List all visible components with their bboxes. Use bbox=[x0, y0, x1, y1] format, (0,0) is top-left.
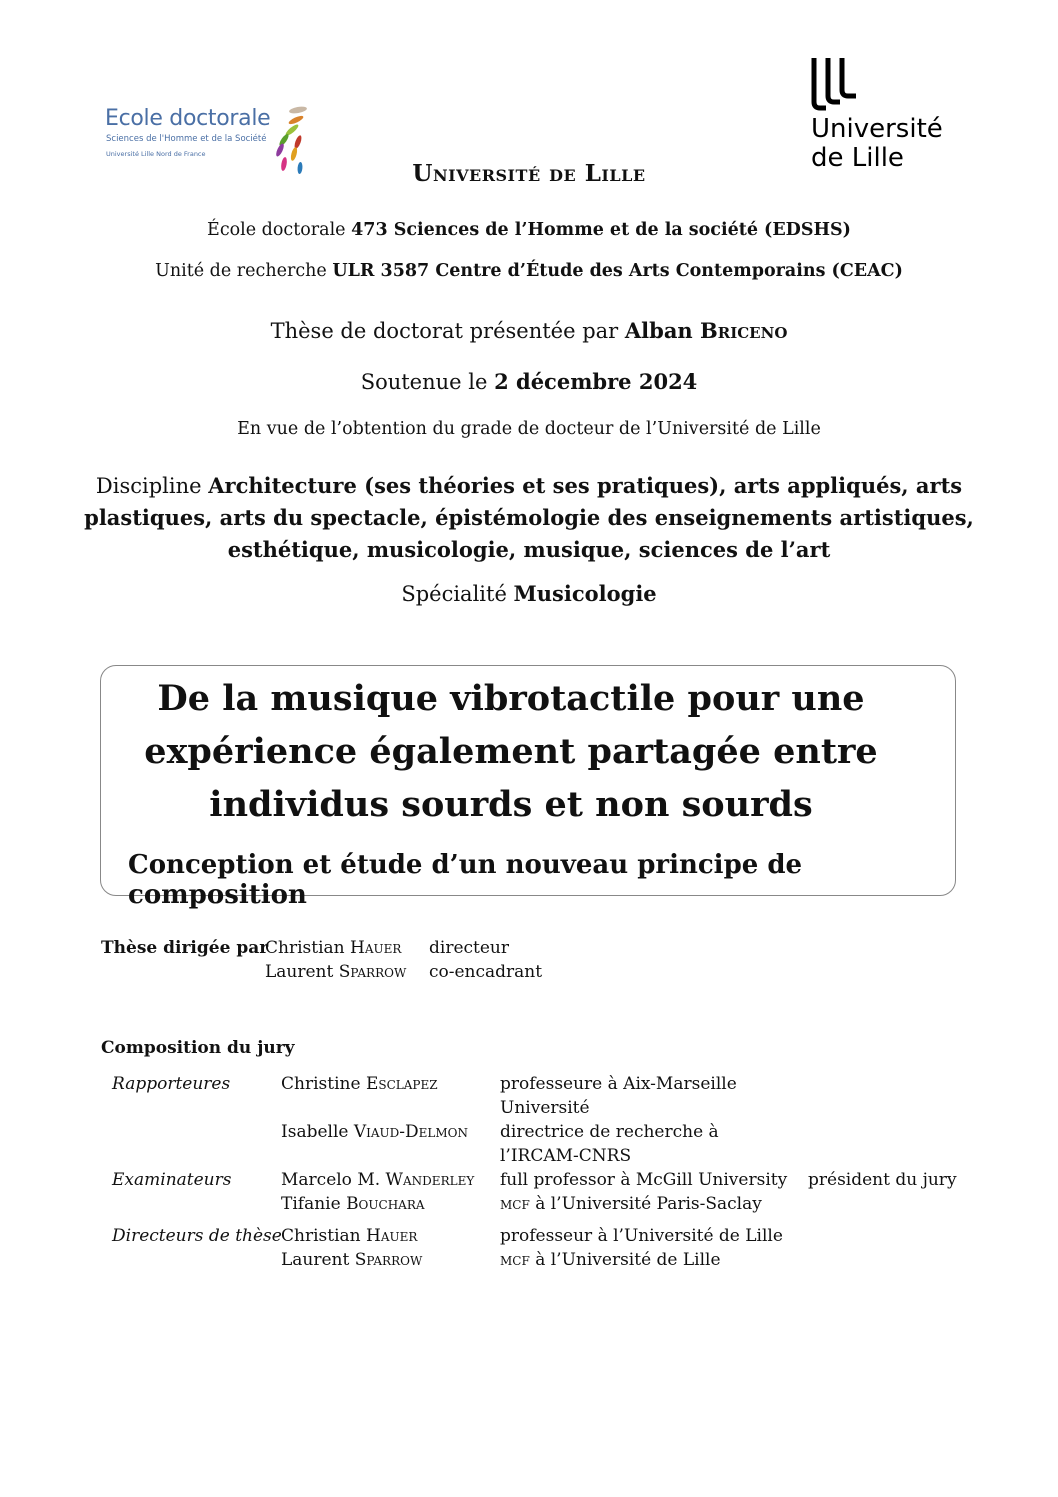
direction-label: Thèse dirigée par bbox=[101, 938, 269, 958]
ecole-doctorale-logo-subtitle2: Université Lille Nord de France bbox=[106, 150, 206, 158]
codirector-row bbox=[265, 962, 406, 982]
ecole-doctorale-logo-title: Ecole doctorale bbox=[105, 106, 271, 131]
jury-member-first-name: Isabelle bbox=[281, 1122, 354, 1142]
jury-member-institution: à l’Université Paris-Saclay bbox=[529, 1194, 762, 1214]
soutenue-prefix: Soutenue le bbox=[360, 370, 495, 394]
unite-prefix: Unité de recherche bbox=[155, 261, 333, 281]
universite-de-lille-logo bbox=[806, 52, 966, 177]
jury-member-name bbox=[281, 1074, 438, 1094]
jury-member-last-name: Bouchara bbox=[346, 1194, 425, 1214]
jury-category-rapporteures: Rapporteures bbox=[112, 1074, 231, 1094]
codirector-last-name: Sparrow bbox=[338, 962, 407, 982]
ecole-doctorale-name: 473 Sciences de l’Homme et de la société (EDSHS) bbox=[351, 220, 851, 240]
discipline-line2: plastiques, arts du spectacle, épistémologie des enseignements artistiques, bbox=[84, 505, 974, 530]
director-role: directeur bbox=[429, 938, 509, 958]
ecole-doctorale-line bbox=[0, 220, 1058, 240]
universite-logo-line2: de Lille bbox=[811, 143, 904, 173]
ecole-doctorale-logo-subtitle: Sciences de l'Homme et de la Société bbox=[106, 134, 267, 144]
thesis-title bbox=[101, 672, 921, 831]
universite-lille-lll-icon bbox=[810, 56, 866, 112]
jury-member-name bbox=[281, 1194, 425, 1214]
discipline-prefix: Discipline bbox=[95, 474, 209, 498]
jury-member-first-name: Tifanie bbox=[281, 1194, 347, 1214]
jury-member-last-name: Hauer bbox=[366, 1226, 418, 1246]
thesis-subtitle: Conception et étude d’un nouveau principe de composition bbox=[128, 850, 803, 910]
director-row bbox=[265, 938, 401, 958]
jury-category-directeurs: Directeurs de thèse bbox=[112, 1226, 282, 1246]
thesis-title-line1: De la musique vibrotactile pour une bbox=[157, 678, 865, 719]
jury-member-last-name: Esclapez bbox=[365, 1074, 438, 1094]
jury-member-name bbox=[281, 1122, 468, 1142]
codirector-first-name: Laurent bbox=[265, 962, 339, 982]
universite-logo-line1: Université bbox=[811, 114, 943, 144]
discipline-line3: esthétique, musicologie, musique, sciences de l’art bbox=[227, 537, 831, 562]
jury-member-title-abbr: mcf bbox=[500, 1194, 530, 1214]
these-prefix: Thèse de doctorat présentée par bbox=[270, 319, 625, 343]
jury-member-last-name: Sparrow bbox=[354, 1250, 423, 1270]
jury-member-affiliation: professeur à l’Université de Lille bbox=[500, 1226, 783, 1246]
codirector-role: co-encadrant bbox=[429, 962, 543, 982]
defense-date: 2 décembre 2024 bbox=[494, 369, 698, 394]
jury-member-name bbox=[281, 1250, 422, 1270]
jury-member-first-name: Christian bbox=[281, 1226, 366, 1246]
jury-member-affiliation: professeure à Aix-Marseille bbox=[500, 1074, 737, 1094]
jury-member-last-name: Wanderley bbox=[385, 1170, 475, 1190]
director-first-name: Christian bbox=[265, 938, 350, 958]
thesis-title-box bbox=[100, 665, 956, 910]
jury-president-note: président du jury bbox=[808, 1170, 957, 1190]
specialite-value: Musicologie bbox=[513, 581, 657, 606]
thesis-title-line3: individus sourds et non sourds bbox=[209, 784, 813, 825]
discipline-block bbox=[0, 470, 1058, 566]
jury-member-affiliation: directrice de recherche à bbox=[500, 1122, 719, 1142]
jury-label: Composition du jury bbox=[101, 1038, 295, 1058]
jury-member-affiliation: full professor à McGill University bbox=[500, 1170, 788, 1190]
unite-recherche-line bbox=[0, 261, 1058, 281]
author-first-name: Alban bbox=[624, 318, 701, 343]
jury-member-institution: à l’Université de Lille bbox=[529, 1250, 721, 1270]
author-last-name: Briceno bbox=[700, 318, 788, 343]
jury-member-first-name: Laurent bbox=[281, 1250, 355, 1270]
jury-member-title-abbr: mcf bbox=[500, 1250, 530, 1270]
jury-member-affiliation bbox=[500, 1250, 721, 1270]
ecole-doctorale-prefix: École doctorale bbox=[207, 220, 352, 240]
specialite-prefix: Spécialité bbox=[401, 582, 514, 606]
discipline-line1: Architecture (ses théories et ses pratiques), arts appliqués, arts bbox=[208, 473, 963, 498]
jury-category-examinateurs: Examinateurs bbox=[112, 1170, 232, 1190]
jury-member-first-name: Christine bbox=[281, 1074, 366, 1094]
thesis-title-line2: expérience également partagée entre bbox=[144, 731, 878, 772]
jury-member-name bbox=[281, 1226, 417, 1246]
jury-member-affiliation-cont: l’IRCAM-CNRS bbox=[500, 1146, 632, 1166]
jury-member-last-name: Viaud-Delmon bbox=[353, 1122, 469, 1142]
jury-member-name bbox=[281, 1170, 474, 1190]
defense-date-line bbox=[0, 369, 1058, 394]
unite-name: ULR 3587 Centre d’Étude des Arts Contemporains (CEAC) bbox=[332, 261, 903, 281]
university-title: Université de Lille bbox=[412, 160, 646, 187]
director-last-name: Hauer bbox=[350, 938, 402, 958]
jury-member-first-name: Marcelo M. bbox=[281, 1170, 386, 1190]
jury-member-affiliation bbox=[500, 1194, 762, 1214]
degree-purpose-line: En vue de l’obtention du grade de docteur de l’Université de Lille bbox=[237, 419, 821, 439]
specialite-line bbox=[0, 581, 1058, 606]
these-author-line bbox=[0, 318, 1058, 343]
jury-member-affiliation-cont: Université bbox=[500, 1098, 590, 1118]
